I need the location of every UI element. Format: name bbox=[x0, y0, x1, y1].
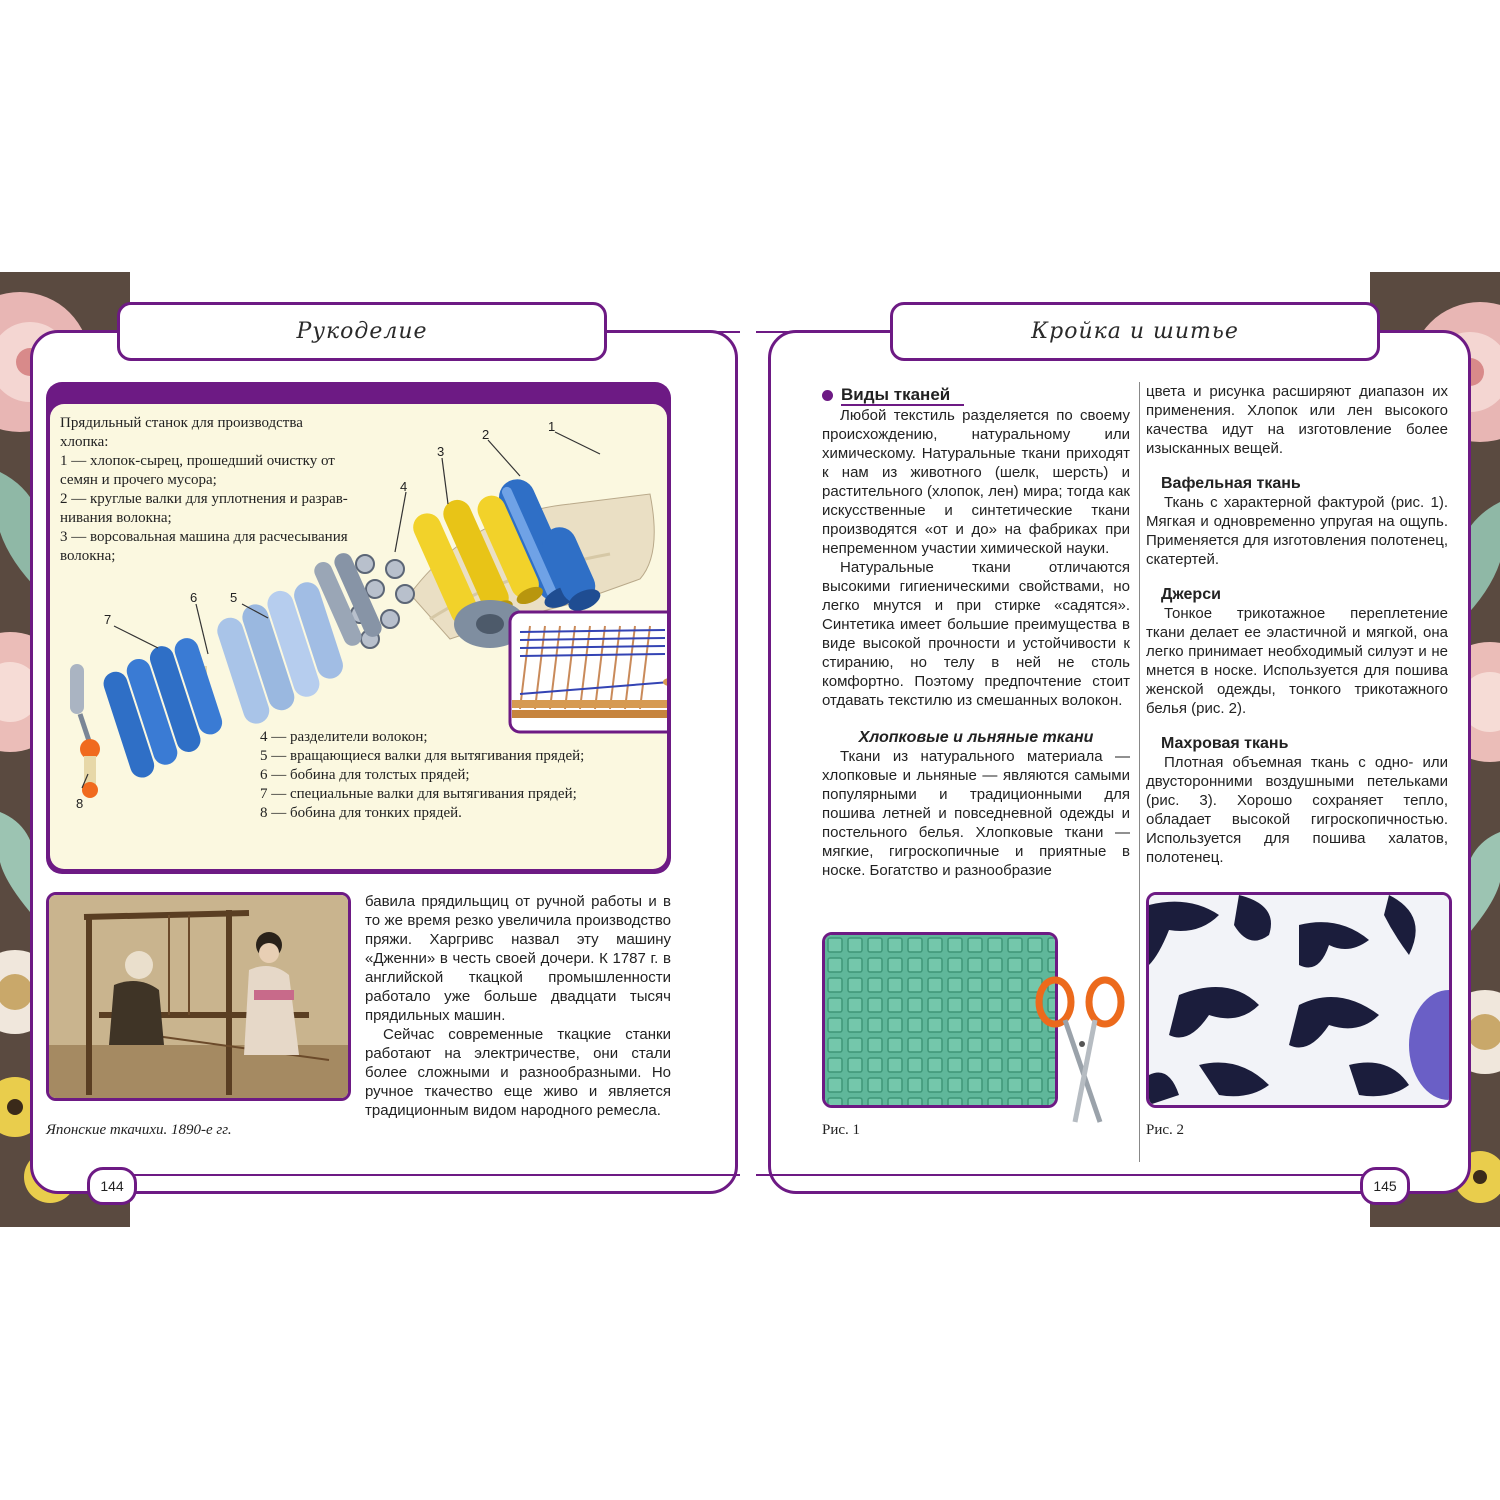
jersey-fabric-photo bbox=[1146, 892, 1452, 1108]
photo-caption: Японские ткачихи. 1890-е гг. bbox=[46, 1122, 232, 1138]
paragraph: цвета и рисунка расширяют диапазон их применения. Хлопок или лен высокого качества идут на изготовление более изысканных вещей. bbox=[1146, 383, 1448, 457]
legend-line: 8 — бобина для тонких прядей. bbox=[260, 805, 462, 821]
figure-2-caption: Рис. 2 bbox=[1146, 1122, 1185, 1138]
left-body-text bbox=[365, 892, 671, 1120]
waffle-fabric-photo bbox=[822, 932, 1058, 1108]
weavers-photo-icon bbox=[49, 895, 348, 1098]
paragraph: Натуральные ткани отличаются высокими гигиеническими свойствами, но легко мнутся и при стирке «садятся». Синтетика имеет большие преимущества в виде высокой прочности и устойчивости к стиранию, но телу в ней не столь комфортно. Поэтому предпочтение стоит отдавать текстилю из смешанных волокон. bbox=[822, 559, 1130, 709]
paragraph: бавила прядильщиц от ручной работы и в то же время резко увеличила производство пряжи. Харгривс назвал эту машину «Дженни» в честь своей дочери. К 1787 г. в английской ткацкой промышленности работало уже больше двадцати тысяч прядильных машин. bbox=[365, 893, 671, 1024]
legend-line: семян и прочего мусора; bbox=[60, 472, 217, 488]
diagram-number: 4 bbox=[400, 479, 408, 494]
japanese-weavers-photo bbox=[46, 892, 351, 1101]
legend-line: нивания волокна; bbox=[60, 510, 172, 526]
page-number-right: 145 bbox=[1360, 1167, 1410, 1205]
diagram-number: 1 bbox=[548, 419, 556, 434]
section-title: Вафельная ткань bbox=[1161, 475, 1301, 492]
legend-line: 4 — разделители волокон; bbox=[260, 729, 428, 745]
legend-line: Прядильный станок для производства bbox=[60, 415, 303, 431]
column-divider bbox=[1139, 382, 1140, 1162]
diagram-number: 6 bbox=[190, 590, 198, 605]
spinning-machine-infobox bbox=[46, 382, 671, 874]
legend-line: 3 — ворсовальная машина для расчесывания bbox=[60, 529, 348, 545]
legend-line: хлопка: bbox=[60, 434, 109, 450]
figure-1-caption: Рис. 1 bbox=[822, 1122, 861, 1138]
legend-line: 1 — хлопок-сырец, прошедший очистку от bbox=[60, 453, 335, 469]
section-heading bbox=[822, 385, 1130, 406]
jersey-print-icon bbox=[1149, 895, 1449, 1105]
scissors-icon bbox=[1030, 972, 1130, 1132]
paragraph: Ткань с характерной фактурой (рис. 1). Мягкая и одновременно упругая на ощупь. Применяется для изготовления полотенец, скатертей. bbox=[1146, 494, 1448, 568]
legend-line: 6 — бобина для толстых прядей; bbox=[260, 767, 470, 783]
section-title: Махровая ткань bbox=[1161, 735, 1289, 752]
diagram-number: 3 bbox=[437, 444, 445, 459]
header-line-left bbox=[607, 331, 740, 333]
right-column-1 bbox=[822, 385, 1130, 880]
book-spread bbox=[0, 272, 1500, 1227]
right-column-2 bbox=[1146, 382, 1448, 867]
section-title: Джерси bbox=[1161, 586, 1221, 603]
diagram-number: 5 bbox=[230, 590, 238, 605]
page-number-left: 144 bbox=[87, 1167, 137, 1205]
footer-line-right bbox=[756, 1174, 1364, 1176]
waffle-texture-icon bbox=[825, 935, 1055, 1105]
paragraph: Сейчас современные ткацкие станки работают на электричестве, они стали более сложными и разнообразными. Но ручное ткачество еще живо и является традиционным видом народного ремесла. bbox=[365, 1026, 671, 1119]
diagram-number: 8 bbox=[76, 796, 84, 811]
paragraph: Плотная объемная ткань с одно- или двусторонними воздушными петельками (рис. 3). Хорошо сохраняет тепло, обладает высокой гигроскопичностью. Используется для пошива халатов, полотенец. bbox=[1146, 754, 1448, 866]
legend-line: волокна; bbox=[60, 548, 116, 564]
paragraph: Любой текстиль разделяется по своему происхождению, натуральному или химическому. Натуральные ткани приходят к нам из животного (шелк, шерсть) и растительного (хлопок, лен) мира; тогда как искусственные и синтетические ткани производятся «от и до» на фабриках при непременном участии химической науки. bbox=[822, 407, 1130, 557]
section-title: Виды тканей bbox=[841, 385, 964, 406]
diagram-legend-bottom bbox=[260, 728, 584, 823]
legend-line: 5 — вращающиеся валки для вытягивания прядей; bbox=[260, 748, 585, 764]
paragraph: Тонкое трикотажное переплетение ткани делает ее эластичной и мягкой, она легко принимает необходимый силуэт и не мнется в носке. Используется для пошива женской одежды, тонкого трикотажного белья (рис. 2). bbox=[1146, 605, 1448, 717]
header-line-right bbox=[756, 331, 890, 333]
bullet-icon bbox=[822, 390, 833, 401]
diagram-number: 7 bbox=[104, 612, 112, 627]
legend-line: 2 — круглые валки для уплотнения и разрав- bbox=[60, 491, 348, 507]
running-header-left: Рукоделие bbox=[117, 302, 607, 361]
paragraph: Ткани из натурального материала — хлопковые и льняные — являются самыми популярными и традиционными для пошива летней и повседневной одежды и постельного белья. Хлопковые ткани — мягкие, гигроскопичные и приятные в носке. Богатство и разнообразие bbox=[822, 748, 1130, 879]
running-header-right: Кройка и шитье bbox=[890, 302, 1380, 361]
legend-line: 7 — специальные валки для вытягивания прядей; bbox=[260, 786, 577, 802]
footer-line-left bbox=[130, 1174, 740, 1176]
subsection-title: Хлопковые и льняные ткани bbox=[858, 729, 1094, 746]
diagram-number: 2 bbox=[482, 427, 490, 442]
